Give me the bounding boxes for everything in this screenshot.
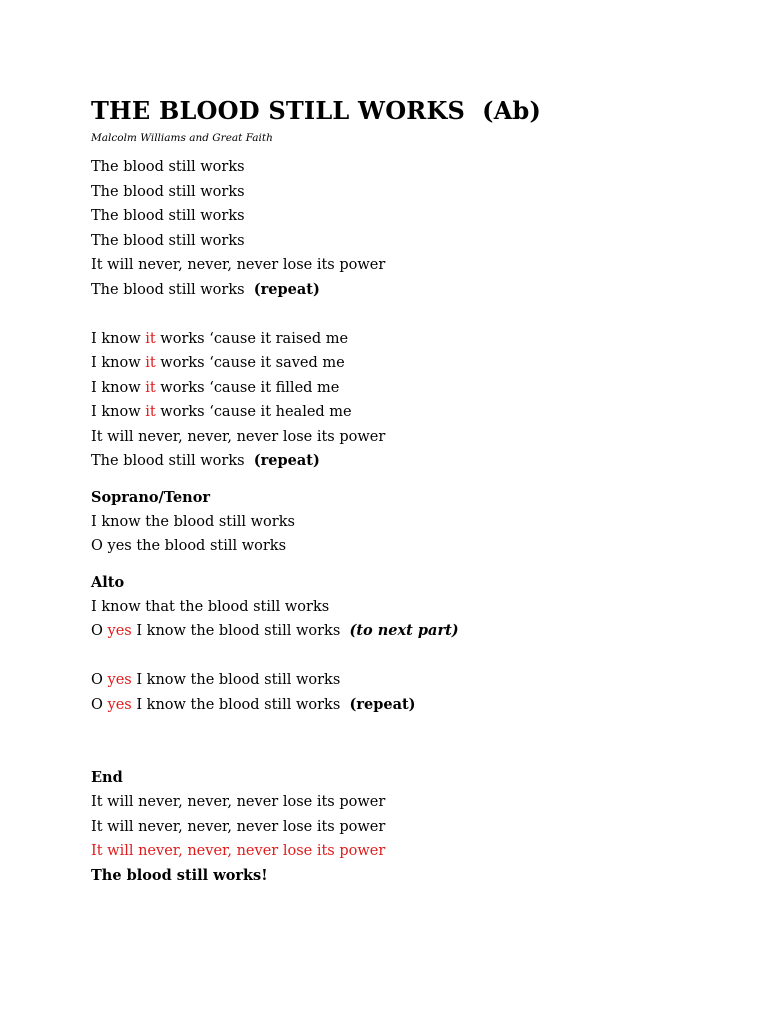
spacer [91,644,768,669]
lyric-line-highlighted: It will never, never, never lose its power [91,843,386,859]
lyric-line [91,693,768,718]
lyric-text: works ‘cause it saved me [155,355,345,371]
spacer [91,474,768,486]
lyric-line [91,619,768,644]
lyric-text: O [91,623,108,639]
highlight-word: yes [107,696,132,713]
lyric-line [91,278,768,303]
lyric-line: It will never, never, never lose its power [91,818,386,835]
lyric-line: O yes the blood still works [91,538,287,554]
lyric-line: I know that the blood still works [91,598,330,615]
lyric-line: It will never, never, never lose its power [91,257,386,273]
lyric-line [91,400,768,425]
lyric-line: I know the blood still works [91,513,295,530]
lyric-text: O [91,696,108,713]
song-credits: Malcolm Williams and Great Faith [91,132,273,144]
lyric-text: I know [91,330,146,347]
spacer [91,559,768,571]
highlight-word: it [145,355,156,371]
lyric-text: The blood still works [91,453,254,469]
verse-1 [91,155,768,302]
repeat-note: (repeat) [253,280,320,298]
lyric-line: The blood still works [91,183,245,200]
lyric-line: The blood still works [91,232,245,249]
section-heading: Alto [91,573,125,591]
highlight-word: yes [107,672,132,688]
final-line: The blood still works! [91,866,268,884]
lyric-text: I know the blood still works [131,696,350,713]
lyric-line: It will never, never, never lose its power [91,794,386,810]
spacer [91,717,768,766]
section-heading: Soprano/Tenor [91,488,211,506]
end-section [91,766,768,888]
spacer [91,302,768,327]
lyric-text: I know the blood still works [131,623,350,639]
lyric-line [91,351,768,376]
lyric-text: works ‘cause it filled me [155,379,340,396]
alto-section [91,571,768,718]
repeat-note: (repeat) [349,695,416,713]
lyric-text: I know [91,379,146,396]
lyric-text: The blood still works [91,281,254,298]
lyric-line [91,327,768,352]
lyric-line: The blood still works [91,159,245,175]
lyric-text: I know the blood still works [131,672,341,688]
lyric-text: works ‘cause it healed me [155,404,352,420]
soprano-tenor-section [91,486,768,559]
lyric-text: I know [91,355,146,371]
highlight-word: it [145,330,156,347]
highlight-word: yes [107,623,132,639]
lyric-line: The blood still works [91,208,245,224]
highlight-word: it [145,379,156,396]
lyric-text: O [91,672,108,688]
lyric-line: It will never, never, never lose its power [91,428,386,445]
lyric-text: works ‘cause it raised me [155,330,349,347]
lyric-line [91,668,768,693]
direction-note: (to next part) [349,622,459,639]
section-heading: End [91,769,123,786]
repeat-note: (repeat) [253,452,320,469]
verse-2 [91,327,768,474]
highlight-word: it [145,404,156,420]
lyric-line [91,376,768,401]
song-title: THE BLOOD STILL WORKS (Ab) [91,96,542,125]
lyric-line [91,449,768,474]
lyric-text: I know [91,404,146,420]
